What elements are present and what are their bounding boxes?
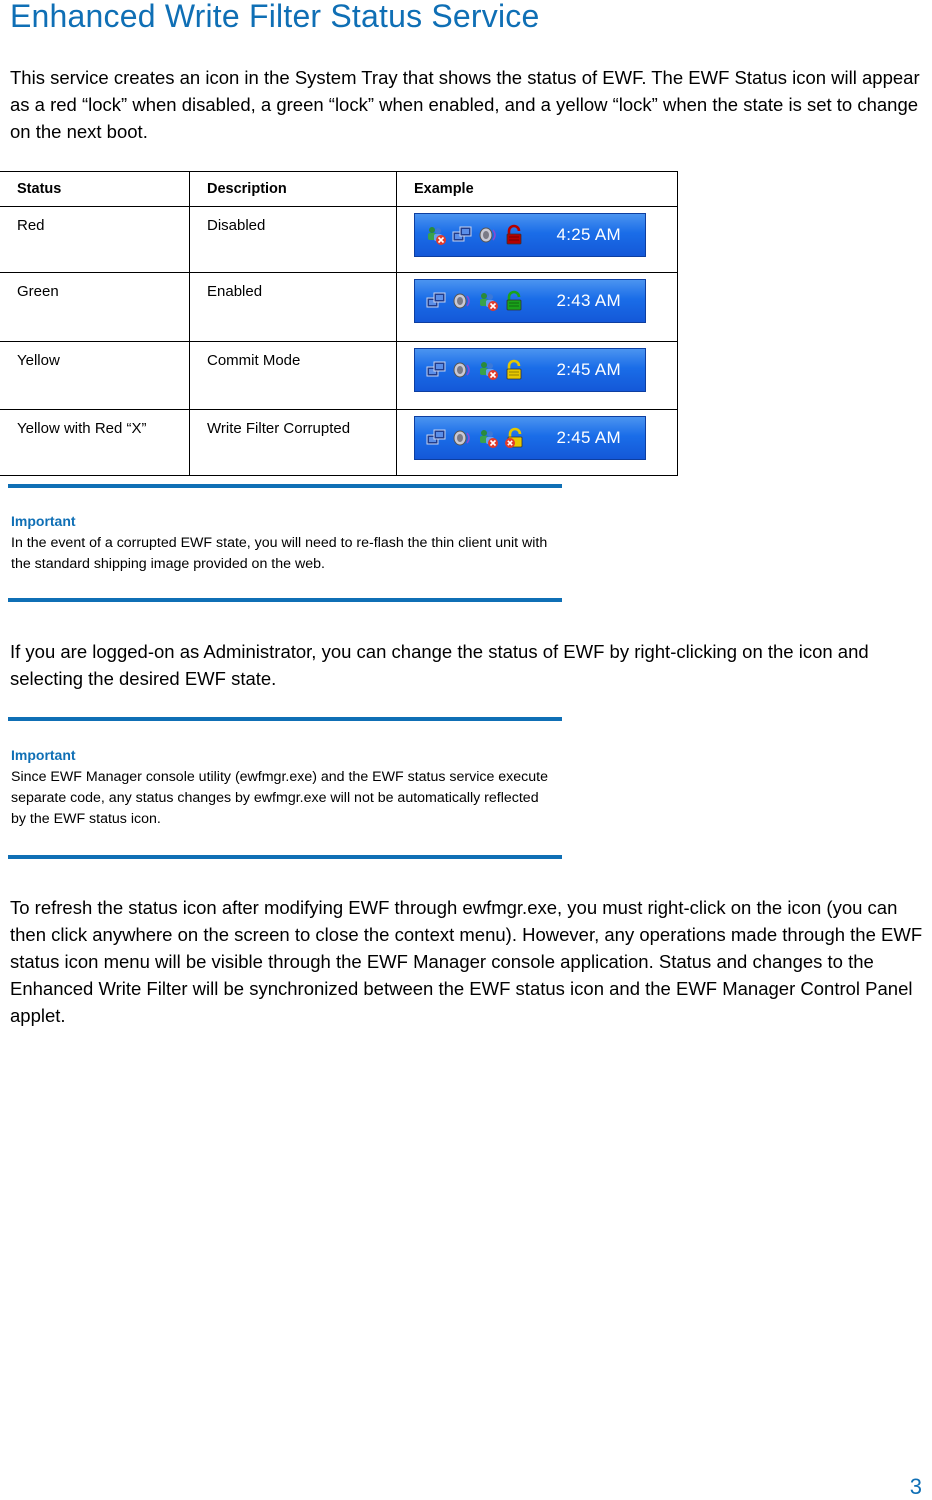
callout-text: Since EWF Manager console utility (ewfmgr.exe) and the EWF status service execute separate code, any status changes by ewfmgr.exe will not be automatically reflected by the EWF status icon. [11, 769, 548, 827]
table-header-row [0, 172, 678, 207]
page-title: Enhanced Write Filter Status Service [10, 0, 540, 34]
table-row [0, 273, 678, 342]
lock-icon [503, 224, 525, 246]
computers-icon [425, 427, 447, 449]
description-cell: Disabled [190, 207, 397, 273]
description-cell: Commit Mode [190, 342, 397, 410]
important-callout [8, 717, 562, 859]
computers-icon [425, 290, 447, 312]
tray-clock: 4:25 AM [556, 225, 621, 244]
network-users-icon [477, 359, 499, 381]
description-cell: Write Filter Corrupted [190, 410, 397, 476]
example-cell [397, 207, 678, 273]
callout-text: In the event of a corrupted EWF state, you will need to re-flash the thin client unit with the standard shipping image provided on the web. [11, 535, 548, 572]
status-cell: Red [0, 207, 190, 273]
header-status: Status [0, 172, 190, 207]
status-cell: Green [0, 273, 190, 342]
status-cell: Yellow [0, 342, 190, 410]
system-tray-screenshot [414, 416, 646, 460]
status-cell: Yellow with Red “X” [0, 410, 190, 476]
tray-clock: 2:43 AM [556, 291, 621, 310]
speaker-icon [451, 427, 473, 449]
example-cell [397, 273, 678, 342]
network-users-icon [425, 224, 447, 246]
important-callout [8, 484, 562, 602]
table-row [0, 207, 678, 273]
header-description: Description [190, 172, 397, 207]
speaker-icon [451, 290, 473, 312]
network-users-icon [477, 290, 499, 312]
speaker-icon [451, 359, 473, 381]
callout-title: Important [11, 747, 76, 763]
lock-icon [503, 290, 525, 312]
description-cell: Enabled [190, 273, 397, 342]
system-tray-screenshot [414, 348, 646, 392]
computers-icon [451, 224, 473, 246]
page-number: 3 [909, 1474, 922, 1499]
tray-clock: 2:45 AM [556, 360, 621, 379]
tray-clock: 2:45 AM [556, 428, 621, 447]
lock-icon [503, 359, 525, 381]
network-users-icon [477, 427, 499, 449]
admin-paragraph: If you are logged-on as Administrator, you can change the status of EWF by right-clicking on the icon and selecting the desired EWF state. [10, 641, 869, 689]
example-cell [397, 410, 678, 476]
system-tray-screenshot [414, 279, 646, 323]
speaker-icon [477, 224, 499, 246]
lock-error-icon [503, 427, 525, 449]
system-tray-screenshot [414, 213, 646, 257]
table-row [0, 410, 678, 476]
callout-title: Important [11, 513, 76, 529]
intro-paragraph: This service creates an icon in the System Tray that shows the status of EWF. The EWF Status icon will appear as a red “lock” when disabled, a green “lock” when enabled, and a yellow “lock” when the state is set to change on the next boot. [10, 67, 920, 142]
refresh-paragraph: To refresh the status icon after modifying EWF through ewfmgr.exe, you must right-click on the icon (you can then click anywhere on the screen to close the context menu). However, any operations made through the EWF status icon menu will be visible through the EWF Manager console application. Status and changes to the Enhanced Write Filter will be synchronized between the EWF status icon and the EWF Manager Control Panel applet. [10, 897, 923, 1026]
header-example: Example [397, 172, 678, 207]
example-cell [397, 342, 678, 410]
status-table [0, 171, 678, 476]
computers-icon [425, 359, 447, 381]
table-row [0, 342, 678, 410]
